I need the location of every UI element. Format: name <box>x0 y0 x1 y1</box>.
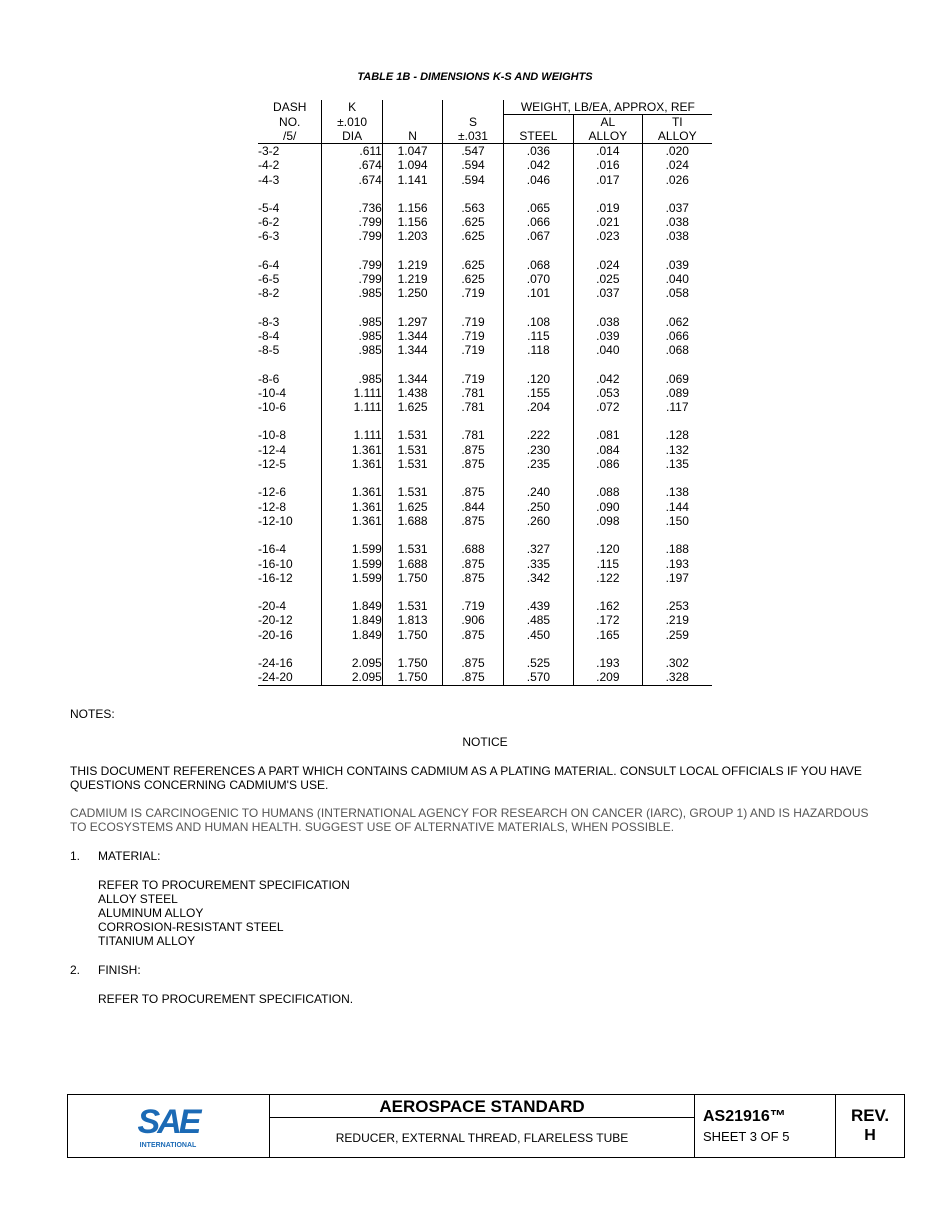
cell-n: 1.438 <box>382 386 442 400</box>
table-row <box>258 514 712 528</box>
table-row <box>258 372 712 386</box>
note-1-line: TITANIUM ALLOY <box>98 934 196 948</box>
group-spacer <box>258 528 712 542</box>
document-subtitle: REDUCER, EXTERNAL THREAD, FLARELESS TUBE <box>335 1131 629 1145</box>
cell-steel: .115 <box>503 329 573 343</box>
cell-al: .017 <box>574 173 642 187</box>
standard-heading: AEROSPACE STANDARD <box>270 1095 694 1118</box>
group-spacer <box>258 358 712 372</box>
cell-k: 2.095 <box>322 670 382 685</box>
table-row <box>258 229 712 243</box>
cell-k: 1.361 <box>322 485 382 499</box>
cell-steel: .070 <box>503 272 573 286</box>
cell-n: 1.203 <box>382 229 442 243</box>
notice-paragraph-1: THIS DOCUMENT REFERENCES A PART WHICH CONTAINS CADMIUM AS A PLATING MATERIAL. CONSULT LOCAL OFFICIALS IF YOU HAVE QUESTIONS CONCERNING CADMIUM'S USE. <box>70 764 862 792</box>
cell-n: 1.531 <box>382 599 442 613</box>
table-row <box>258 400 712 414</box>
cell-n: 1.531 <box>382 428 442 442</box>
cell-s: .875 <box>443 457 503 471</box>
cell-s: .688 <box>443 542 503 556</box>
cell-steel: .335 <box>503 557 573 571</box>
standard-number-cell <box>695 1095 836 1157</box>
cell-n: 1.625 <box>382 400 442 414</box>
cell-s: .625 <box>443 215 503 229</box>
cell-dash: -6-5 <box>258 272 322 286</box>
cell-n: 1.141 <box>382 173 442 187</box>
cell-dash: -8-3 <box>258 315 322 329</box>
cell-dash: -10-4 <box>258 386 322 400</box>
cell-dash: -16-12 <box>258 571 322 585</box>
cell-ti: .089 <box>665 385 689 400</box>
cell-s: .625 <box>443 258 503 272</box>
cell-al: .090 <box>574 500 642 514</box>
table-row <box>258 329 712 343</box>
cell-al: .088 <box>574 485 642 499</box>
cell-ti: .068 <box>665 343 689 358</box>
cell-dash: -12-4 <box>258 443 322 457</box>
cell-dash: -12-10 <box>258 514 322 528</box>
header-k: K <box>322 100 382 115</box>
cell-ti: .040 <box>665 272 689 287</box>
cell-dash: -24-16 <box>258 656 322 670</box>
cell-n: 1.047 <box>382 144 442 159</box>
cell-al: .086 <box>574 457 642 471</box>
cell-dash: -3-2 <box>258 144 322 159</box>
cell-ti: .144 <box>665 499 689 514</box>
logo-subtext: INTERNATIONAL <box>139 1142 197 1149</box>
cell-s: .875 <box>443 656 503 670</box>
cell-n: 1.297 <box>382 315 442 329</box>
table-row <box>258 656 712 670</box>
cell-n: 1.750 <box>382 571 442 585</box>
cell-al: .172 <box>574 613 642 627</box>
cell-dash: -5-4 <box>258 201 322 215</box>
cell-k: 1.599 <box>322 557 382 571</box>
cell-k: 1.111 <box>322 428 382 442</box>
cell-al: .024 <box>574 258 642 272</box>
cell-dash: -8-6 <box>258 372 322 386</box>
cell-steel: .068 <box>503 258 573 272</box>
cell-ti: .069 <box>665 371 689 386</box>
cell-al: .039 <box>574 329 642 343</box>
cell-s: .625 <box>443 229 503 243</box>
cell-steel: .108 <box>503 315 573 329</box>
cell-ti: .253 <box>665 599 689 614</box>
cell-s: .563 <box>443 201 503 215</box>
cell-k: .985 <box>322 286 382 300</box>
cell-steel: .204 <box>503 400 573 414</box>
cell-al: .081 <box>574 428 642 442</box>
cell-al: .025 <box>574 272 642 286</box>
cell-al: .016 <box>574 158 642 172</box>
cell-n: 1.531 <box>382 485 442 499</box>
cell-dash: -12-5 <box>258 457 322 471</box>
cell-steel: .067 <box>503 229 573 243</box>
cell-steel: .450 <box>503 628 573 642</box>
note-1-lines <box>98 878 350 948</box>
cell-al: .019 <box>574 201 642 215</box>
cell-k: .985 <box>322 329 382 343</box>
cell-s: .625 <box>443 272 503 286</box>
cell-ti: .135 <box>665 457 689 472</box>
note-1-line: ALLOY STEEL <box>98 892 178 906</box>
table-row <box>258 201 712 215</box>
cell-s: .719 <box>443 372 503 386</box>
cell-s: .781 <box>443 428 503 442</box>
note-2-text: REFER TO PROCUREMENT SPECIFICATION. <box>98 992 354 1006</box>
cell-dash: -12-6 <box>258 485 322 499</box>
header-n: N <box>382 129 442 144</box>
header-weight-group: WEIGHT, LB/EA, APPROX, REF <box>503 100 712 115</box>
table-row <box>258 215 712 229</box>
cell-dash: -6-3 <box>258 229 322 243</box>
cell-al: .072 <box>574 400 642 414</box>
cell-k: 1.849 <box>322 599 382 613</box>
cell-n: 1.531 <box>382 542 442 556</box>
cell-n: 1.750 <box>382 628 442 642</box>
cell-al: .120 <box>574 542 642 556</box>
cell-k: .985 <box>322 372 382 386</box>
cell-steel: .240 <box>503 485 573 499</box>
table-row <box>258 258 712 272</box>
cell-dash: -10-6 <box>258 400 322 414</box>
cell-k: .799 <box>322 272 382 286</box>
cell-ti: .302 <box>665 656 689 671</box>
cell-ti: .062 <box>665 314 689 329</box>
sae-logo <box>68 1095 270 1157</box>
cell-k: 1.361 <box>322 457 382 471</box>
cell-steel: .230 <box>503 443 573 457</box>
cell-al: .115 <box>574 557 642 571</box>
cell-ti: .132 <box>665 442 689 457</box>
standard-number: AS21916™ <box>703 1108 786 1125</box>
cell-s: .906 <box>443 613 503 627</box>
cell-al: .040 <box>574 343 642 357</box>
cell-steel: .046 <box>503 173 573 187</box>
cell-s: .547 <box>443 144 503 159</box>
cell-al: .122 <box>574 571 642 585</box>
cell-k: 1.361 <box>322 514 382 528</box>
table-title: TABLE 1B - DIMENSIONS K-S AND WEIGHTS <box>357 71 593 83</box>
cell-ti: .038 <box>665 229 689 244</box>
group-spacer <box>258 471 712 485</box>
cell-ti: .128 <box>665 428 689 443</box>
cell-dash: -6-2 <box>258 215 322 229</box>
table-row <box>258 613 712 627</box>
cell-ti: .039 <box>665 257 689 272</box>
cell-k: 1.111 <box>322 386 382 400</box>
cell-n: 1.344 <box>382 329 442 343</box>
table-row <box>258 670 712 685</box>
cell-s: .875 <box>443 670 503 685</box>
table-row <box>258 428 712 442</box>
cell-n: 1.625 <box>382 500 442 514</box>
table-row <box>258 557 712 571</box>
cell-s: .875 <box>443 557 503 571</box>
cell-ti: .138 <box>665 485 689 500</box>
cell-ti: .058 <box>665 286 689 301</box>
cell-ti: .038 <box>665 215 689 230</box>
cell-k: 1.111 <box>322 400 382 414</box>
cell-ti: .259 <box>665 627 689 642</box>
title-cell <box>270 1095 695 1157</box>
cell-dash: -20-16 <box>258 628 322 642</box>
cell-n: 1.750 <box>382 656 442 670</box>
cell-k: .799 <box>322 215 382 229</box>
sheet-number: SHEET 3 OF 5 <box>703 1129 790 1144</box>
cell-s: .594 <box>443 173 503 187</box>
cell-n: 1.531 <box>382 457 442 471</box>
cell-steel: .155 <box>503 386 573 400</box>
revision-cell <box>836 1095 904 1157</box>
cell-k: 1.599 <box>322 542 382 556</box>
notes-label: NOTES: <box>70 707 115 721</box>
cell-s: .719 <box>443 329 503 343</box>
table-body <box>258 144 712 686</box>
cell-k: .799 <box>322 258 382 272</box>
cell-s: .844 <box>443 500 503 514</box>
cell-steel: .222 <box>503 428 573 442</box>
note-1-line: CORROSION-RESISTANT STEEL <box>98 920 284 934</box>
note-1-line: ALUMINUM ALLOY <box>98 906 204 920</box>
table-row <box>258 158 712 172</box>
cell-steel: .570 <box>503 670 573 685</box>
header-dash: DASH <box>258 100 322 115</box>
revision-value: H <box>864 1127 876 1144</box>
cell-dash: -16-4 <box>258 542 322 556</box>
table-row <box>258 343 712 357</box>
cell-n: 1.250 <box>382 286 442 300</box>
cell-s: .875 <box>443 571 503 585</box>
cell-n: 1.219 <box>382 272 442 286</box>
cell-dash: -8-2 <box>258 286 322 300</box>
cell-al: .209 <box>574 670 642 685</box>
cell-n: 1.688 <box>382 514 442 528</box>
cell-ti: .117 <box>666 400 689 415</box>
cell-al: .038 <box>574 315 642 329</box>
cell-n: 1.688 <box>382 557 442 571</box>
cell-k: .985 <box>322 343 382 357</box>
cell-k: 2.095 <box>322 656 382 670</box>
header-steel: STEEL <box>503 129 573 144</box>
cell-s: .875 <box>443 628 503 642</box>
table-row <box>258 272 712 286</box>
cell-ti: .219 <box>665 613 689 628</box>
dimensions-table: DASH K WEIGHT, LB/EA, APPROX, REF NO. ±.010 S AL TI /5/ DIA N ±.031 STEEL ALLOY ALLOY -3-2 .611 1.047 .547 .036 .014 .020 -4-2 .674 1.094 .594 .042 .016 .024 -4-3 .674 1.141 .594 .046 .017 .026 -5-4 .736 1.156 .563 .065 .019 .037 -6-2 .799 1.156 .625 .066 .021 .038 -6-3 .799 1.203 .625 .067 .023 .038 -6-4 .799 1.219 .625 .068 .024 .039 -6-5 .799 1.219 .625 .070 .025 .040 -8-2 .985 1.250 .719 .101 .037 .058 -8-3 .985 1.297 .719 .108 .038 .062 -8-4 .985 1.344 .719 .115 .039 .066 -8-5 .985 1.344 .719 .118 .040 .068 -8-6 .985 1.344 .719 .120 .042 .069 -10-4 1.111 1.438 .781 .155 .053 .089 -10-6 1.111 1.625 .781 .204 .072 .117 -10-8 1.111 1.531 .781 .222 .081 .128 -12-4 1.361 1.531 .875 .230 .084 .132 -12-5 1.361 1.531 .875 .235 .086 .135 -12-6 1.361 1.531 .875 .240 .088 .138 -12-8 1.361 1.625 .844 .250 .090 .144 -12-10 1.361 1.688 .875 .260 .098 .150 -16-4 1.599 1.531 .688 .327 .120 .188 -16-10 1.599 1.688 .875 .335 .115 .193 -16-12 1.599 1.750 .875 .342 .122 .197 -20-4 1.849 1.531 .719 .439 .162 .253 -20-12 1.849 1.813 .906 .485 .172 .219 -20-16 1.849 1.750 .875 .450 .165 .259 -24-16 2.095 1.750 .875 .525 .193 .302 -24-20 2.095 1.750 .875 .570 .209 .328 <box>258 100 712 686</box>
table-row <box>258 457 712 471</box>
cell-steel: .260 <box>503 514 573 528</box>
cell-dash: -24-20 <box>258 670 322 685</box>
cell-s: .719 <box>443 599 503 613</box>
cell-al: .193 <box>574 656 642 670</box>
group-spacer <box>258 642 712 656</box>
cell-s: .781 <box>443 400 503 414</box>
cell-k: 1.361 <box>322 500 382 514</box>
cell-s: .875 <box>443 485 503 499</box>
cell-n: 1.219 <box>382 258 442 272</box>
header-ti: TI <box>671 115 683 129</box>
note-2-number: 2. <box>70 963 81 977</box>
cell-n: 1.094 <box>382 158 442 172</box>
group-spacer <box>258 187 712 201</box>
table-row <box>258 500 712 514</box>
cell-n: 1.531 <box>382 443 442 457</box>
group-spacer <box>258 414 712 428</box>
cell-s: .719 <box>443 315 503 329</box>
cell-n: 1.156 <box>382 201 442 215</box>
cell-steel: .485 <box>503 613 573 627</box>
cell-ti: .188 <box>665 542 689 557</box>
cell-al: .023 <box>574 229 642 243</box>
cell-al: .098 <box>574 514 642 528</box>
cell-steel: .235 <box>503 457 573 471</box>
cell-steel: .525 <box>503 656 573 670</box>
note-1-number: 1. <box>70 849 81 863</box>
cell-k: .611 <box>322 144 382 159</box>
cell-steel: .439 <box>503 599 573 613</box>
revision-label: REV. <box>850 1106 890 1125</box>
table-row <box>258 315 712 329</box>
note-2-title: FINISH: <box>98 963 141 977</box>
group-spacer <box>258 244 712 258</box>
cell-steel: .118 <box>503 343 573 357</box>
cell-steel: .327 <box>503 542 573 556</box>
cell-ti: .328 <box>642 670 712 685</box>
cell-ti: .037 <box>665 200 689 215</box>
cell-n: 1.750 <box>382 670 442 685</box>
table-row <box>258 571 712 585</box>
table-row <box>258 386 712 400</box>
cell-k: 1.599 <box>322 571 382 585</box>
cell-k: .674 <box>322 158 382 172</box>
cell-k: .985 <box>322 315 382 329</box>
cell-al: .084 <box>574 443 642 457</box>
sae-logo-icon <box>68 1095 269 1157</box>
note-1-title: MATERIAL: <box>98 849 161 863</box>
logo-mark: SAE <box>137 1103 199 1141</box>
table-row <box>258 628 712 642</box>
cell-ti: .193 <box>665 556 689 571</box>
table-row <box>258 485 712 499</box>
header-s: S <box>443 115 503 130</box>
cell-dash: -16-10 <box>258 557 322 571</box>
cell-steel: .042 <box>503 158 573 172</box>
cell-ti: .197 <box>665 570 689 585</box>
cell-al: .162 <box>574 599 642 613</box>
cell-al: .037 <box>574 286 642 300</box>
cell-s: .594 <box>443 158 503 172</box>
table-row <box>258 599 712 613</box>
group-spacer <box>258 301 712 315</box>
header-al: AL <box>574 115 642 130</box>
table-row <box>258 173 712 187</box>
cell-s: .875 <box>443 443 503 457</box>
note-1-line: REFER TO PROCUREMENT SPECIFICATION <box>98 878 350 892</box>
cell-al: .053 <box>574 386 642 400</box>
cell-n: 1.344 <box>382 343 442 357</box>
cell-dash: -6-4 <box>258 258 322 272</box>
cell-k: 1.361 <box>322 443 382 457</box>
cell-steel: .066 <box>503 215 573 229</box>
cell-ti: .066 <box>665 328 689 343</box>
cell-steel: .101 <box>503 286 573 300</box>
cell-ti: .026 <box>665 172 689 187</box>
table-row <box>258 443 712 457</box>
cell-dash: -8-4 <box>258 329 322 343</box>
cell-dash: -4-3 <box>258 173 322 187</box>
cell-dash: -10-8 <box>258 428 322 442</box>
cell-al: .165 <box>574 628 642 642</box>
title-block <box>67 1094 905 1158</box>
cell-dash: -12-8 <box>258 500 322 514</box>
cell-n: 1.156 <box>382 215 442 229</box>
cell-s: .719 <box>443 343 503 357</box>
cell-dash: -20-4 <box>258 599 322 613</box>
cell-k: .799 <box>322 229 382 243</box>
table-row <box>258 542 712 556</box>
cell-k: 1.849 <box>322 628 382 642</box>
cell-dash: -8-5 <box>258 343 322 357</box>
table-row <box>258 286 712 300</box>
cell-s: .781 <box>443 386 503 400</box>
cell-al: .021 <box>574 215 642 229</box>
cell-ti: .020 <box>665 144 689 158</box>
cell-steel: .250 <box>503 500 573 514</box>
cell-k: 1.849 <box>322 613 382 627</box>
group-spacer <box>258 585 712 599</box>
table-row <box>258 144 712 159</box>
cell-s: .719 <box>443 286 503 300</box>
notice-paragraph-2: CADMIUM IS CARCINOGENIC TO HUMANS (INTERNATIONAL AGENCY FOR RESEARCH ON CANCER (IARC), GROUP 1) AND IS HAZARDOUS TO ECOSYSTEMS AND HUMAN HEALTH. SUGGEST USE OF ALTERNATIVE MATERIALS, WHEN POSSIBLE. <box>70 806 869 834</box>
cell-n: 1.813 <box>382 613 442 627</box>
cell-steel: .036 <box>503 144 573 159</box>
cell-al: .042 <box>574 372 642 386</box>
cell-dash: -20-12 <box>258 613 322 627</box>
cell-steel: .065 <box>503 201 573 215</box>
cell-dash: -4-2 <box>258 158 322 172</box>
cell-k: .674 <box>322 173 382 187</box>
cell-al: .014 <box>574 144 642 159</box>
cell-s: .875 <box>443 514 503 528</box>
cell-steel: .120 <box>503 372 573 386</box>
cell-steel: .342 <box>503 571 573 585</box>
notice-title: NOTICE <box>462 735 508 749</box>
cell-n: 1.344 <box>382 372 442 386</box>
cell-k: .736 <box>322 201 382 215</box>
cell-ti: .024 <box>665 158 689 173</box>
cell-ti: .150 <box>665 513 689 528</box>
